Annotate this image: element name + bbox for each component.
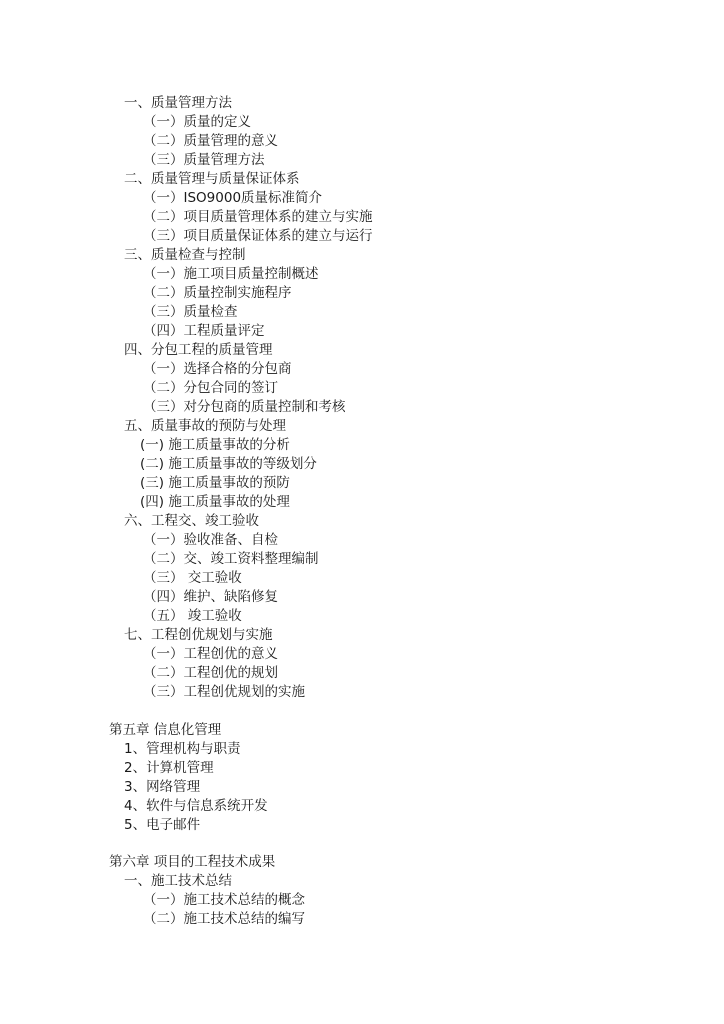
section-item: （三）工程创优规划的实施 [143,684,305,700]
section-item: （三）项目质量保证体系的建立与运行 [143,228,373,244]
section-heading: 二、质量管理与质量保证体系 [124,171,300,187]
chapter-title: 第五章 信息化管理 [109,722,222,738]
section-item: （二）质量管理的意义 [143,133,278,149]
section-item: （二）工程创优的规划 [143,665,278,681]
section-item: (三) 施工质量事故的预防 [140,475,290,491]
section-heading: 六、工程交、竣工验收 [124,513,259,529]
chapter-title: 第六章 项目的工程技术成果 [109,854,276,870]
section-item: （三） 交工验收 [143,570,242,586]
chapter-item: 4、软件与信息系统开发 [124,798,268,814]
section-item: （一）施工技术总结的概念 [143,892,305,908]
section-heading: 三、质量检查与控制 [124,247,246,263]
chapter-item: 3、网络管理 [124,779,201,795]
section-item: （三）质量管理方法 [143,152,265,168]
chapter-item: 5、电子邮件 [124,817,201,833]
section-item: （二）分包合同的签订 [143,380,278,396]
section-item: （二）施工技术总结的编写 [143,911,305,927]
section-item: （三）对分包商的质量控制和考核 [143,399,346,415]
chapter-item: 1、管理机构与职责 [124,741,241,757]
section-heading: 五、质量事故的预防与处理 [124,418,286,434]
section-item: （三）质量检查 [143,304,238,320]
section-item: （一）ISO9000质量标准简介 [143,190,323,206]
section-item: （一）质量的定义 [143,114,251,130]
section-item: （一）验收准备、自检 [143,532,278,548]
section-item: （五） 竣工验收 [143,608,242,624]
section-item: （一）施工项目质量控制概述 [143,266,319,282]
section-item: （一）选择合格的分包商 [143,361,292,377]
section-item: （四）工程质量评定 [143,323,265,339]
section-item: （二）交、竣工资料整理编制 [143,551,319,567]
section-item: (四) 施工质量事故的处理 [140,494,290,510]
chapter-item: 2、计算机管理 [124,760,214,776]
section-heading: 一、质量管理方法 [124,95,232,111]
section-item: （二）项目质量管理体系的建立与实施 [143,209,373,225]
section-item: (一) 施工质量事故的分析 [140,437,290,453]
section-item: (二) 施工质量事故的等级划分 [140,456,317,472]
section-heading: 四、分包工程的质量管理 [124,342,273,358]
section-item: （二）质量控制实施程序 [143,285,292,301]
section-heading: 七、工程创优规划与实施 [124,627,273,643]
section-heading: 一、施工技术总结 [124,873,232,889]
section-item: （四）维护、缺陷修复 [143,589,278,605]
section-item: （一）工程创优的意义 [143,646,278,662]
